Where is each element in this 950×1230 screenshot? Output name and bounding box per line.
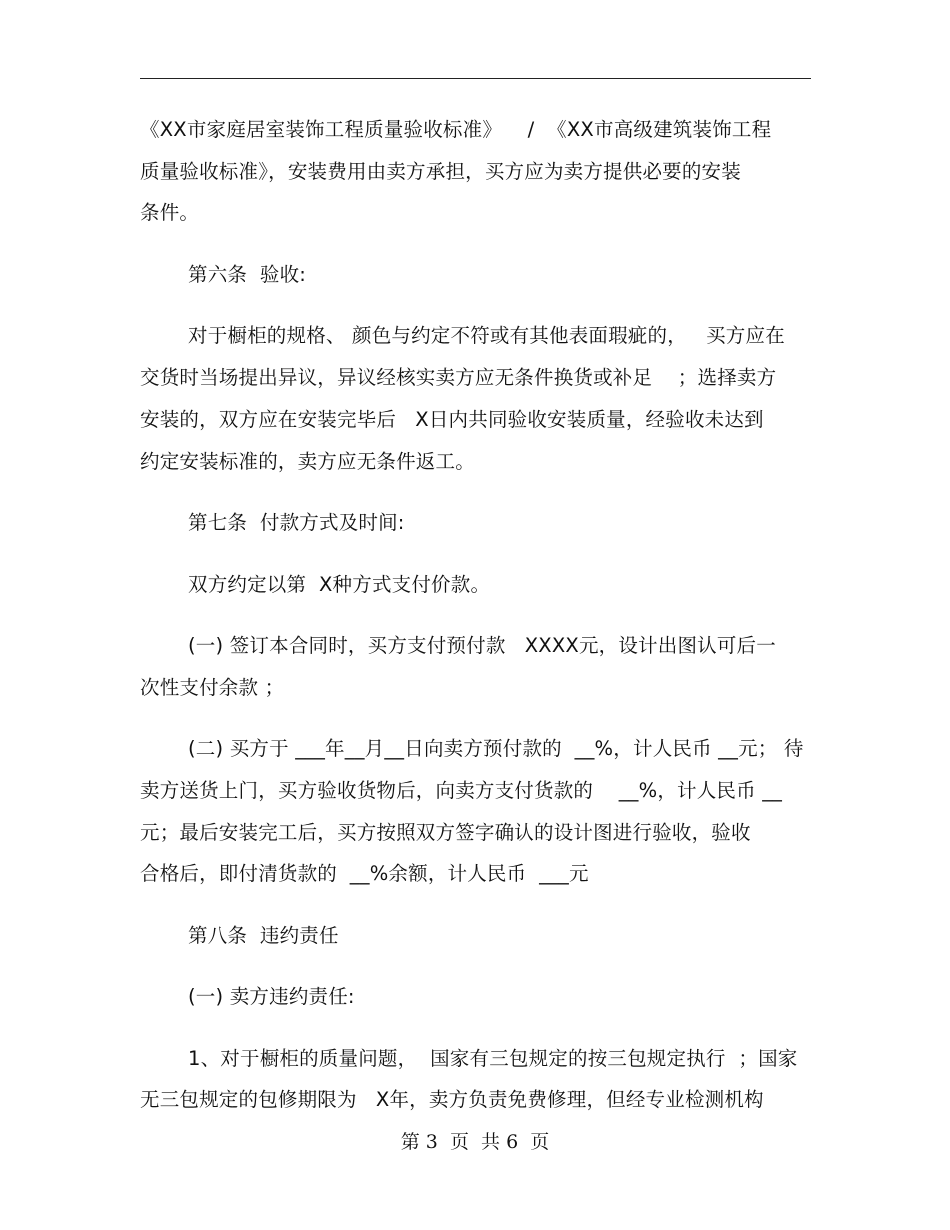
text-line: (一) 签订本合同时，买方支付预付款 XXXX元，设计出图认可后一 xyxy=(188,634,776,657)
text-line: 对于橱柜的规格、 颜色与约定不符或有其他表面瑕疵的， 买方应在 xyxy=(188,324,785,347)
text-line: 《XX市家庭居室装饰工程质量验收标准》 / 《XX市高级建筑装饰工程 xyxy=(140,118,772,141)
article-heading: 第八条 违约责任 xyxy=(188,924,339,947)
text-line: 条件。 xyxy=(140,201,200,224)
text-line: 约定安装标准的，卖方应无条件返工。 xyxy=(140,450,475,473)
text-line: 无三包规定的包修期限为 X年，卖方负责免费修理，但经专业检测机构 xyxy=(140,1088,764,1111)
text-line: (二) 买方于 ___年__月__日向卖方预付款的 __%，计人民币 __元； 待 xyxy=(188,737,804,760)
text-line: 1、对于橱柜的质量问题， 国家有三包规定的按三包规定执行 ；国家 xyxy=(188,1047,798,1070)
article-heading: 第六条 验收: xyxy=(188,263,307,286)
text-line: 双方约定以第 X种方式支付价款。 xyxy=(188,573,491,596)
page-number: 第 3 页 共 6 页 xyxy=(400,1131,550,1153)
text-line: 元；最后安装完工后，买方按照双方签字确认的设计图进行验收，验收 xyxy=(140,821,751,844)
article-heading: 第七条 付款方式及时间: xyxy=(188,511,405,534)
text-line: (一) 卖方违约责任: xyxy=(188,985,355,1008)
text-line: 合格后，即付清货款的 __%余额，计人民币 ___元 xyxy=(140,862,589,885)
text-line: 卖方送货上门，买方验收货物后，向卖方支付货款的 __%，计人民币 __ xyxy=(140,779,783,802)
text-line: 次性支付余款 ； xyxy=(140,676,285,699)
text-line: 质量验收标准》，安装费用由卖方承担，买方应为卖方提供必要的安装 xyxy=(140,160,741,183)
text-line: 安装的，双方应在安装完毕后 X日内共同验收安装质量，经验收未达到 xyxy=(140,408,764,431)
text-line: 交货时当场提出异议，异议经核实卖方应无条件换货或补足 ；选择卖方 xyxy=(140,366,777,389)
header-rule xyxy=(140,78,811,79)
